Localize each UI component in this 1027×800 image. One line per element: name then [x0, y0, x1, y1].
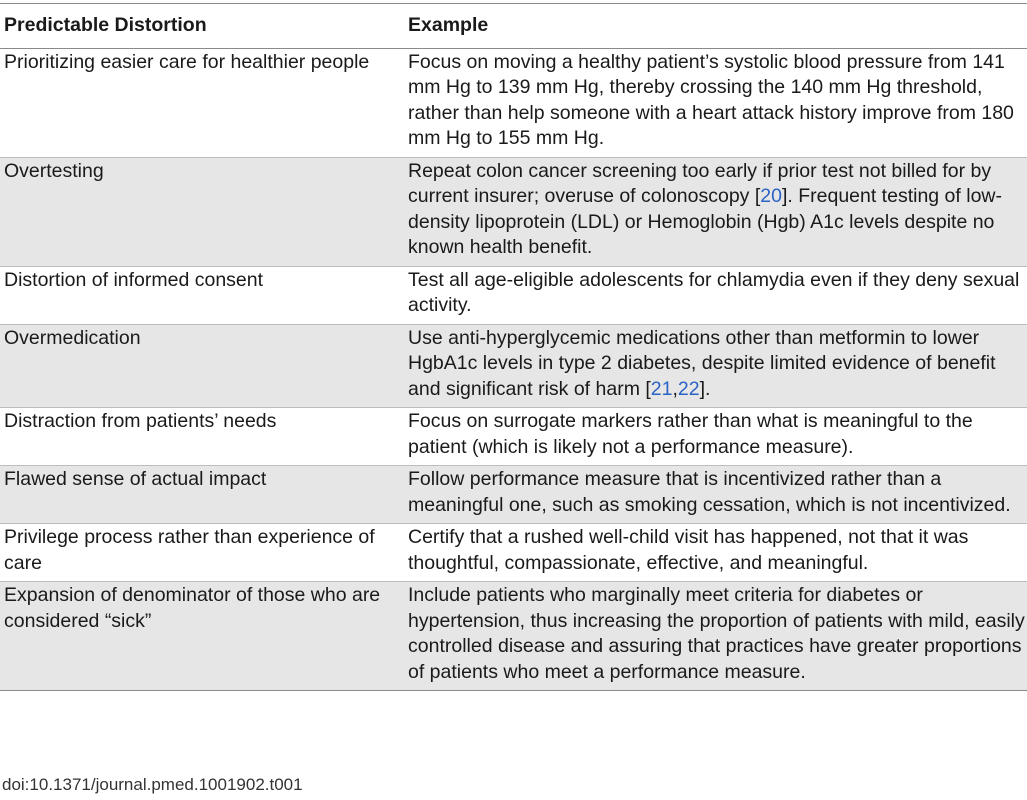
example-text: Focus on moving a healthy patient’s systolic blood pressure from 141 mm Hg to 139 mm Hg, thereby crossing the 140 mm Hg threshold, rather than help someone with a heart attack history improve from 180 mm Hg to 155 mm Hg. [408, 50, 1014, 149]
example-cell [402, 466, 1027, 524]
example-text: Focus on surrogate markers rather than what is meaningful to the patient (which is likely not a performance measure). [408, 410, 973, 458]
reference-link[interactable]: 22 [677, 377, 700, 400]
example-text: Repeat colon cancer screening too early if prior test not billed for by current insurer; overuse of colonoscopy [ [408, 159, 992, 207]
table-row [0, 324, 1027, 408]
distortion-table-container [0, 4, 1027, 691]
example-text: Follow performance measure that is incentivized rather than a meaningful one, such as smoking cessation, which is not incentivized. [408, 468, 1011, 516]
header-example: Example [402, 4, 1027, 48]
example-text: Test all age-eligible adolescents for chlamydia even if they deny sexual activity. [408, 268, 1020, 316]
distortion-cell: Flawed sense of actual impact [0, 466, 402, 524]
header-predictable-distortion: Predictable Distortion [0, 4, 402, 48]
distortion-cell: Overmedication [0, 324, 402, 408]
table-body [0, 48, 1027, 691]
table-row [0, 266, 1027, 324]
example-text: Certify that a rushed well-child visit has happened, not that it was thoughtful, compassionate, effective, and meaningful. [408, 526, 969, 574]
table-row [0, 48, 1027, 157]
doi-caption: doi:10.1371/journal.pmed.1001902.t001 [2, 775, 303, 794]
example-text: ]. [699, 377, 711, 400]
example-cell [402, 266, 1027, 324]
example-text: , [672, 377, 678, 400]
reference-link[interactable]: 21 [650, 377, 673, 400]
table-header-row [0, 4, 1027, 48]
reference-link[interactable]: 20 [760, 185, 782, 207]
table-row [0, 524, 1027, 582]
example-cell [402, 582, 1027, 691]
table-row [0, 157, 1027, 266]
example-cell [402, 408, 1027, 466]
table-row [0, 408, 1027, 466]
distortion-cell: Expansion of denominator of those who are considered “sick” [0, 582, 402, 691]
example-text: Use anti-hyperglycemic medications other than metformin to lower HgbA1c levels in type 2 diabetes, despite limited evidence of benefit and significant risk of harm [ [408, 326, 996, 400]
example-cell [402, 48, 1027, 157]
distortion-cell: Prioritizing easier care for healthier people [0, 48, 402, 157]
example-cell [402, 324, 1027, 408]
table-row [0, 466, 1027, 524]
example-text: Include patients who marginally meet criteria for diabetes or hypertension, thus increasing the proportion of patients with mild, easily controlled disease and assuring that practices have greater proportions of patients who meet a performance measure. [408, 584, 1025, 683]
distortion-cell: Privilege process rather than experience of care [0, 524, 402, 582]
distortion-cell: Overtesting [0, 157, 402, 266]
example-cell [402, 524, 1027, 582]
example-text: ]. Frequent testing of low-density lipoprotein (LDL) or Hemoglobin (Hgb) A1c levels despite no known health benefit. [408, 185, 1002, 258]
table-row [0, 582, 1027, 691]
distortion-table [0, 4, 1027, 691]
distortion-cell: Distortion of informed consent [0, 266, 402, 324]
example-cell [402, 157, 1027, 266]
distortion-cell: Distraction from patients’ needs [0, 408, 402, 466]
